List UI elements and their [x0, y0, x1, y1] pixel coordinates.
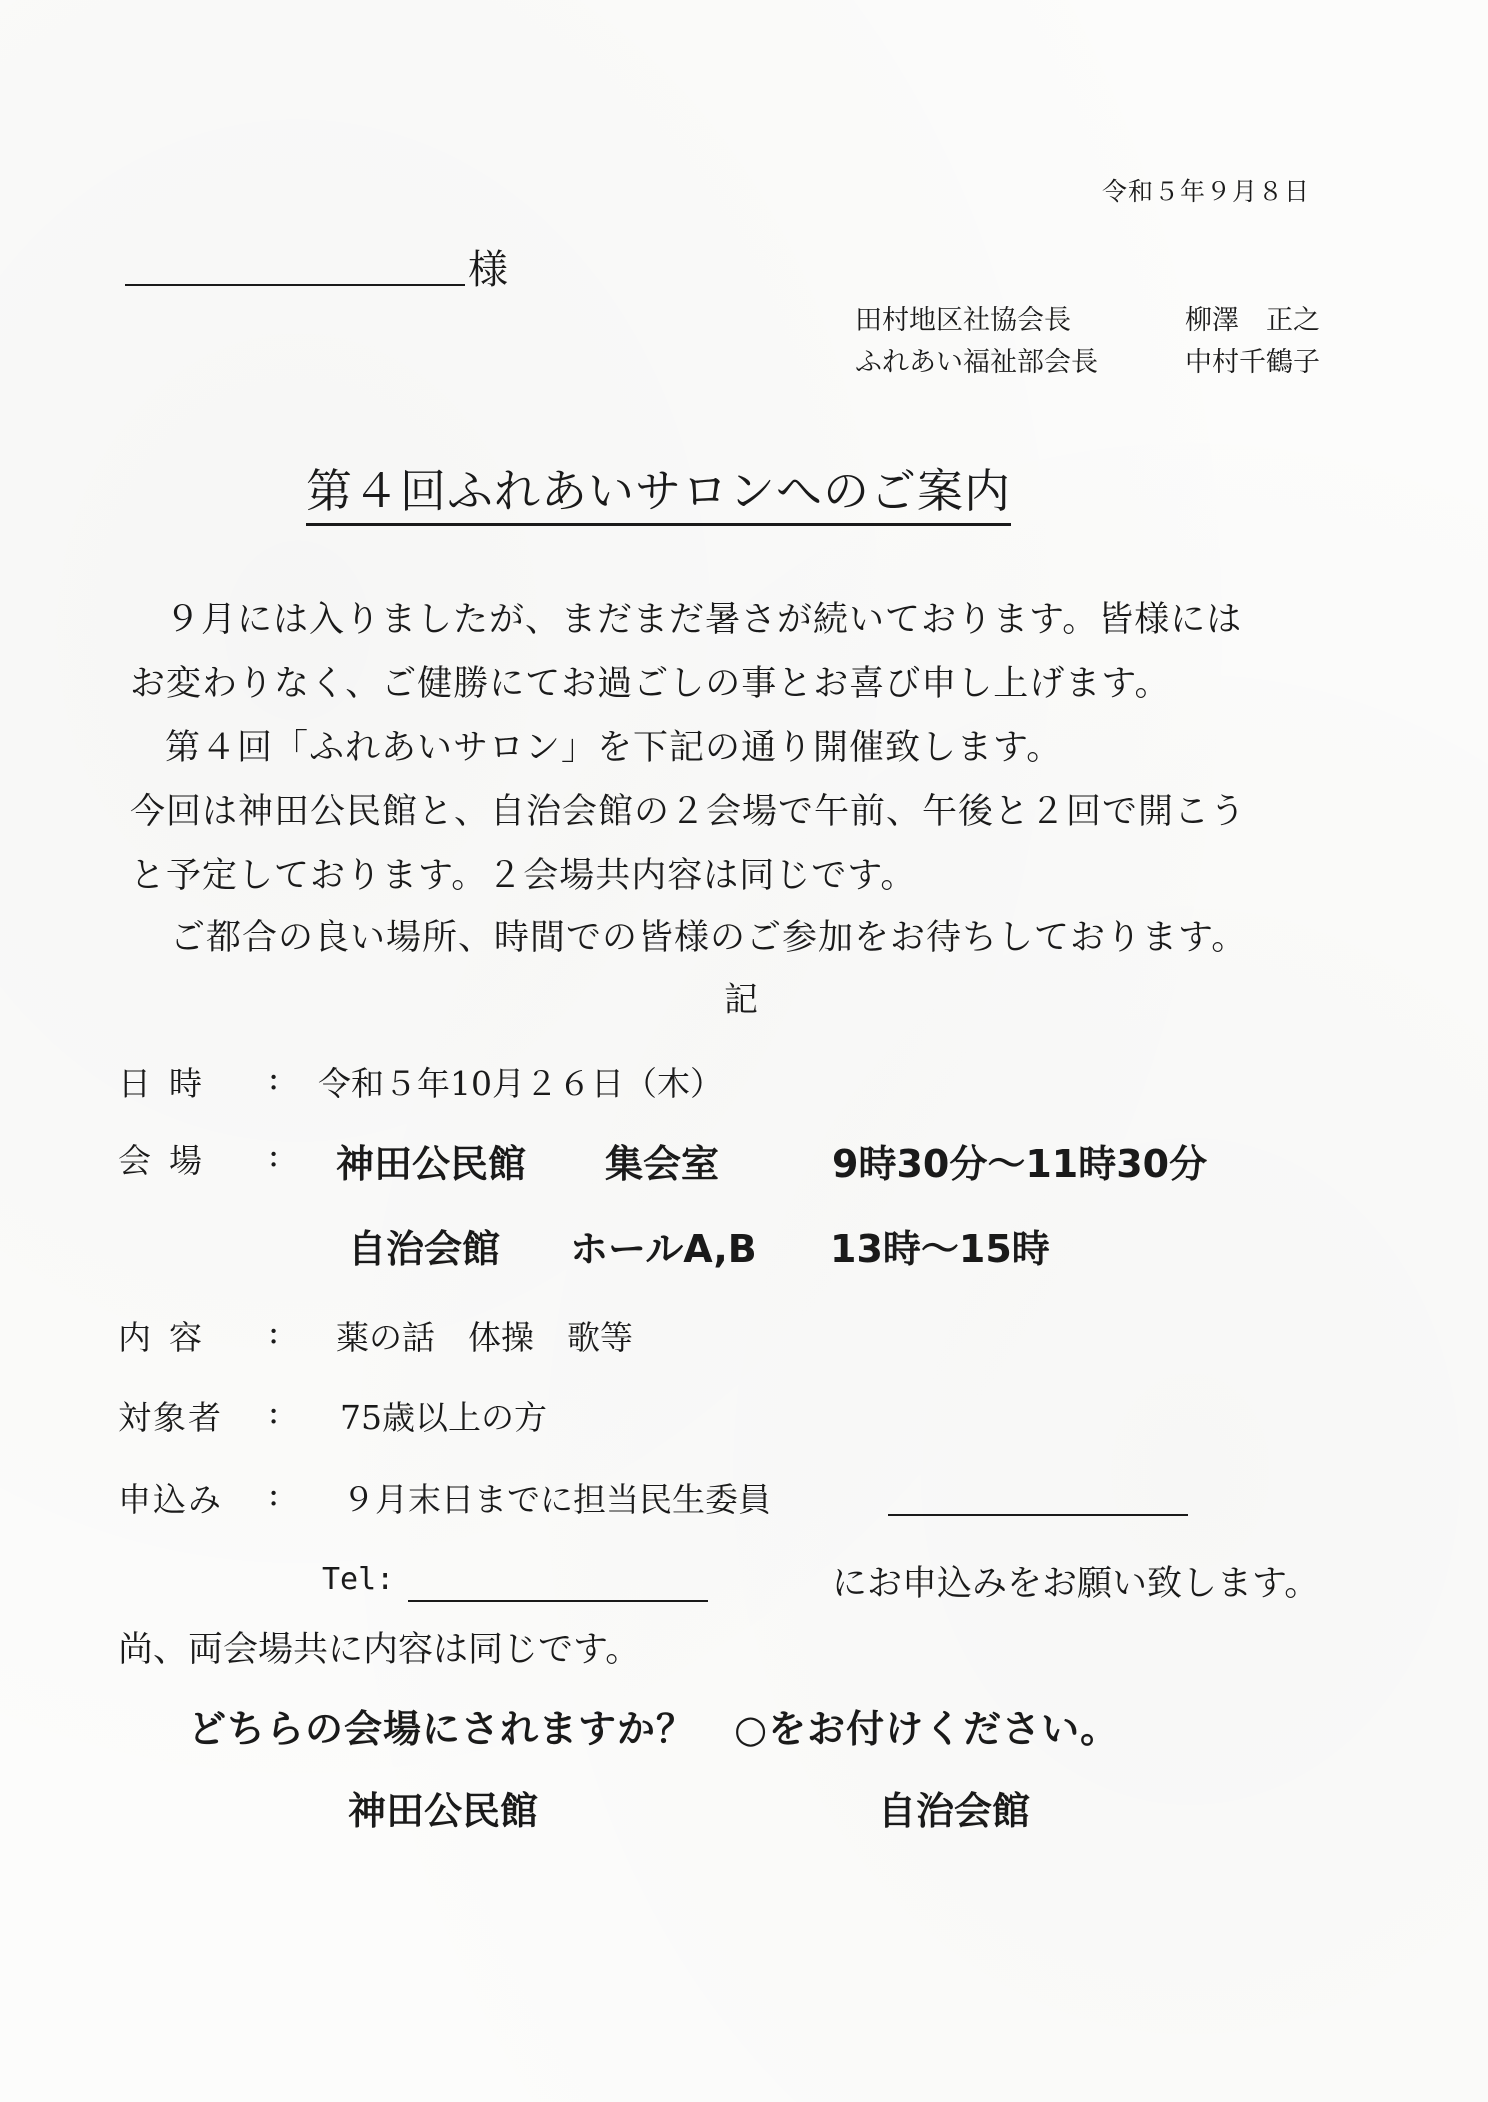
- tel-blank: [408, 1600, 708, 1602]
- colon: :: [268, 1392, 280, 1431]
- colon: :: [268, 1474, 280, 1513]
- body-line: 第４回「ふれあいサロン」を下記の通り開催致します。: [165, 728, 1063, 768]
- colon: :: [268, 1058, 280, 1097]
- sender-name-2: 中村千鶴子: [1185, 347, 1320, 378]
- apply-label: 申込み: [118, 1480, 223, 1519]
- sender-org-1: 田村地区社協会長: [855, 305, 1071, 336]
- venue2-time: 13時～15時: [830, 1227, 1050, 1271]
- venue1-room: 集会室: [605, 1142, 720, 1186]
- date-value: 令和５年10月２６日（木）: [318, 1064, 723, 1103]
- recipient-honorific: 様: [468, 247, 508, 293]
- document-title: 第４回ふれあいサロンへのご案内: [306, 455, 1011, 526]
- apply-value: ９月末日までに担当民生委員: [342, 1480, 771, 1519]
- sender-org-2: ふれあい福祉部会長: [855, 347, 1098, 378]
- content-label: 内容: [118, 1318, 220, 1357]
- tel-label: Tel:: [322, 1562, 395, 1597]
- body-line: ご都合の良い場所、時間での皆様のご参加をお待ちしております。: [170, 918, 1248, 958]
- date-label: 日時: [118, 1064, 220, 1103]
- note-text: 尚、両会場共に内容は同じです。: [118, 1630, 641, 1670]
- colon: :: [268, 1135, 280, 1174]
- venue2-room: ホールA,B: [570, 1227, 757, 1271]
- body-line: と予定しております。２会場共内容は同じです。: [130, 856, 917, 896]
- issue-date: 令和５年９月８日: [1102, 177, 1311, 206]
- venue-question: どちらの会場にされますか？ ○をお付けください。: [188, 1707, 1120, 1751]
- target-value: 75歳以上の方: [340, 1398, 547, 1437]
- venue1-time: 9時30分～11時30分: [832, 1142, 1208, 1186]
- venue-label: 会場: [118, 1141, 220, 1180]
- target-label: 対象者: [118, 1398, 223, 1437]
- body-line: 今回は神田公民館と、自治会館の２会場で午前、午後と２回で開こう: [130, 792, 1247, 832]
- venue1-name: 神田公民館: [336, 1142, 527, 1186]
- recipient-name-blank: [125, 284, 465, 286]
- venue2-name: 自治会館: [348, 1227, 501, 1271]
- body-line: お変わりなく、ご健勝にてお過ごしの事とお喜び申し上げます。: [130, 664, 1171, 704]
- venue-choice-kanda: 神田公民館: [348, 1789, 539, 1833]
- sender-name-1: 柳澤 正之: [1185, 305, 1320, 336]
- colon: :: [268, 1312, 280, 1351]
- ki-heading: 記: [724, 980, 758, 1020]
- venue-choice-jichikaikan: 自治会館: [878, 1789, 1031, 1833]
- content-value: 薬の話 体操 歌等: [336, 1318, 633, 1357]
- body-line: ９月には入りましたが、まだまだ暑さが続いております。皆様には: [165, 600, 1243, 640]
- tel-tail-text: にお申込みをお願い致します。: [832, 1564, 1320, 1604]
- committee-member-blank: [888, 1514, 1188, 1516]
